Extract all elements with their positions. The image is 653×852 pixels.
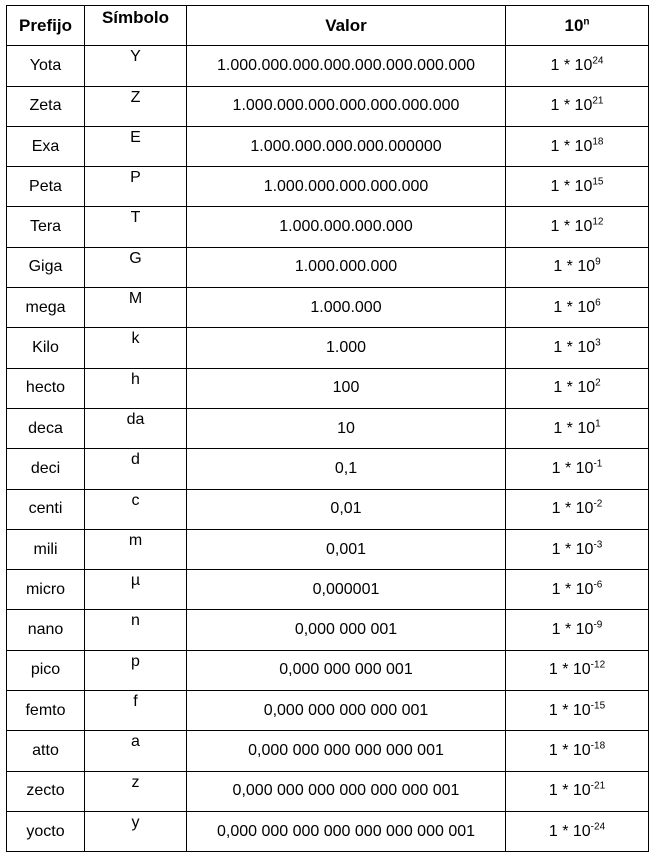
table-row [7, 247, 649, 287]
value-cell: 1.000.000.000.000.000.000.000 [187, 86, 506, 126]
header-power-base: 10 [564, 15, 584, 35]
symbol-cell: T [85, 207, 187, 247]
prefix-cell: Exa [7, 126, 85, 166]
table-row [7, 691, 649, 731]
table-row [7, 207, 649, 247]
value-cell: 1.000.000.000.000.000 [187, 167, 506, 207]
value-cell: 0,000001 [187, 570, 506, 610]
value-cell: 1.000 [187, 328, 506, 368]
value-cell: 100 [187, 368, 506, 408]
symbol-cell: G [85, 247, 187, 287]
symbol-cell: p [85, 650, 187, 690]
power-cell [506, 449, 649, 489]
power-exp: 6 [595, 297, 601, 309]
symbol-cell: Y [85, 46, 187, 86]
value-cell: 0,000 000 000 000 001 [187, 691, 506, 731]
table-row [7, 86, 649, 126]
power-mult: 1 * 10 [550, 97, 593, 115]
value-cell: 0,000 000 000 000 000 001 [187, 731, 506, 771]
value-cell: 0,01 [187, 489, 506, 529]
power-exp: -3 [593, 539, 603, 551]
prefix-cell: hecto [7, 368, 85, 408]
power-mult: 1 * 10 [551, 540, 594, 558]
table-row [7, 46, 649, 86]
power-exp: 1 [595, 418, 601, 430]
power-exp: -12 [590, 660, 606, 672]
prefix-cell: mili [7, 529, 85, 569]
symbol-cell: c [85, 489, 187, 529]
prefix-cell: yocto [7, 811, 85, 851]
prefix-cell: Zeta [7, 86, 85, 126]
table-row [7, 449, 649, 489]
prefix-cell: zecto [7, 771, 85, 811]
table-row [7, 529, 649, 569]
power-exp: 24 [592, 55, 604, 67]
table-row [7, 368, 649, 408]
header-prefix: Prefijo [7, 6, 85, 46]
power-mult: 1 * 10 [550, 137, 593, 155]
power-exp: -6 [593, 579, 603, 591]
power-mult: 1 * 10 [553, 298, 596, 316]
table-row [7, 288, 649, 328]
prefix-cell: deca [7, 408, 85, 448]
power-exp: 15 [592, 176, 604, 188]
value-cell: 0,000 000 000 001 [187, 650, 506, 690]
power-exp: -2 [593, 498, 603, 510]
power-exp: 3 [595, 337, 601, 349]
power-mult: 1 * 10 [551, 459, 594, 477]
power-cell [506, 126, 649, 166]
value-cell: 0,000 000 000 000 000 000 001 [187, 771, 506, 811]
symbol-cell: h [85, 368, 187, 408]
power-mult: 1 * 10 [553, 258, 596, 276]
power-mult: 1 * 10 [548, 822, 591, 840]
header-value: Valor [187, 6, 506, 46]
power-mult: 1 * 10 [553, 419, 596, 437]
power-cell [506, 610, 649, 650]
prefix-cell: Yota [7, 46, 85, 86]
symbol-cell: n [85, 610, 187, 650]
power-mult: 1 * 10 [548, 741, 591, 759]
power-cell [506, 771, 649, 811]
power-mult: 1 * 10 [550, 177, 593, 195]
power-cell [506, 489, 649, 529]
value-cell: 1.000.000.000.000.000000 [187, 126, 506, 166]
power-exp: 2 [595, 377, 601, 389]
prefix-cell: Tera [7, 207, 85, 247]
value-cell: 0,1 [187, 449, 506, 489]
table-row [7, 570, 649, 610]
prefix-cell: nano [7, 610, 85, 650]
power-cell [506, 328, 649, 368]
power-cell [506, 691, 649, 731]
power-exp: -9 [593, 619, 603, 631]
symbol-cell: M [85, 288, 187, 328]
power-exp: -18 [590, 740, 606, 752]
table-row [7, 328, 649, 368]
header-power-exp: n [583, 15, 590, 27]
power-mult: 1 * 10 [551, 580, 594, 598]
prefix-cell: pico [7, 650, 85, 690]
prefix-cell: Kilo [7, 328, 85, 368]
power-exp: 12 [592, 216, 604, 228]
power-mult: 1 * 10 [551, 621, 594, 639]
prefix-cell: centi [7, 489, 85, 529]
prefix-cell: Giga [7, 247, 85, 287]
power-exp: -24 [590, 821, 606, 833]
symbol-cell: d [85, 449, 187, 489]
power-cell [506, 731, 649, 771]
power-mult: 1 * 10 [550, 218, 593, 236]
prefix-cell: Peta [7, 167, 85, 207]
power-mult: 1 * 10 [553, 339, 596, 357]
value-cell: 10 [187, 408, 506, 448]
table-row [7, 650, 649, 690]
value-cell: 1.000.000 [187, 288, 506, 328]
symbol-cell: f [85, 691, 187, 731]
power-cell [506, 247, 649, 287]
power-cell [506, 811, 649, 851]
power-cell [506, 46, 649, 86]
symbol-cell: P [85, 167, 187, 207]
header-row [7, 6, 649, 46]
value-cell: 1.000.000.000.000 [187, 207, 506, 247]
header-symbol: Símbolo [85, 6, 187, 46]
power-cell [506, 86, 649, 126]
power-exp: 9 [595, 257, 601, 269]
power-cell [506, 288, 649, 328]
value-cell: 0,000 000 001 [187, 610, 506, 650]
prefix-cell: deci [7, 449, 85, 489]
symbol-cell: k [85, 328, 187, 368]
power-mult: 1 * 10 [550, 56, 593, 74]
value-cell: 0,000 000 000 000 000 000 000 001 [187, 811, 506, 851]
prefix-cell: femto [7, 691, 85, 731]
prefix-cell: mega [7, 288, 85, 328]
power-cell [506, 408, 649, 448]
value-cell: 0,001 [187, 529, 506, 569]
table-row [7, 167, 649, 207]
table-row [7, 408, 649, 448]
power-cell [506, 207, 649, 247]
symbol-cell: da [85, 408, 187, 448]
table-row [7, 811, 649, 851]
value-cell: 1.000.000.000 [187, 247, 506, 287]
power-exp: -21 [590, 780, 606, 792]
prefix-cell: atto [7, 731, 85, 771]
power-mult: 1 * 10 [553, 379, 596, 397]
table-row [7, 731, 649, 771]
table-row [7, 489, 649, 529]
power-mult: 1 * 10 [548, 782, 591, 800]
header-power [506, 6, 649, 46]
power-exp: -15 [590, 700, 606, 712]
symbol-cell: µ [85, 570, 187, 610]
symbol-cell: m [85, 529, 187, 569]
table-row [7, 771, 649, 811]
power-mult: 1 * 10 [548, 701, 591, 719]
si-prefix-table [6, 5, 649, 852]
symbol-cell: z [85, 771, 187, 811]
power-exp: 21 [592, 95, 604, 107]
power-cell [506, 529, 649, 569]
power-mult: 1 * 10 [551, 500, 594, 518]
power-exp: -1 [593, 458, 603, 470]
table-body [7, 46, 649, 852]
power-mult: 1 * 10 [548, 661, 591, 679]
symbol-cell: a [85, 731, 187, 771]
symbol-cell: y [85, 811, 187, 851]
power-cell [506, 570, 649, 610]
symbol-cell: E [85, 126, 187, 166]
power-exp: 18 [592, 136, 604, 148]
table-row [7, 126, 649, 166]
table-row [7, 610, 649, 650]
power-cell [506, 650, 649, 690]
prefix-cell: micro [7, 570, 85, 610]
symbol-cell: Z [85, 86, 187, 126]
value-cell: 1.000.000.000.000.000.000.000.000 [187, 46, 506, 86]
power-cell [506, 167, 649, 207]
power-cell [506, 368, 649, 408]
